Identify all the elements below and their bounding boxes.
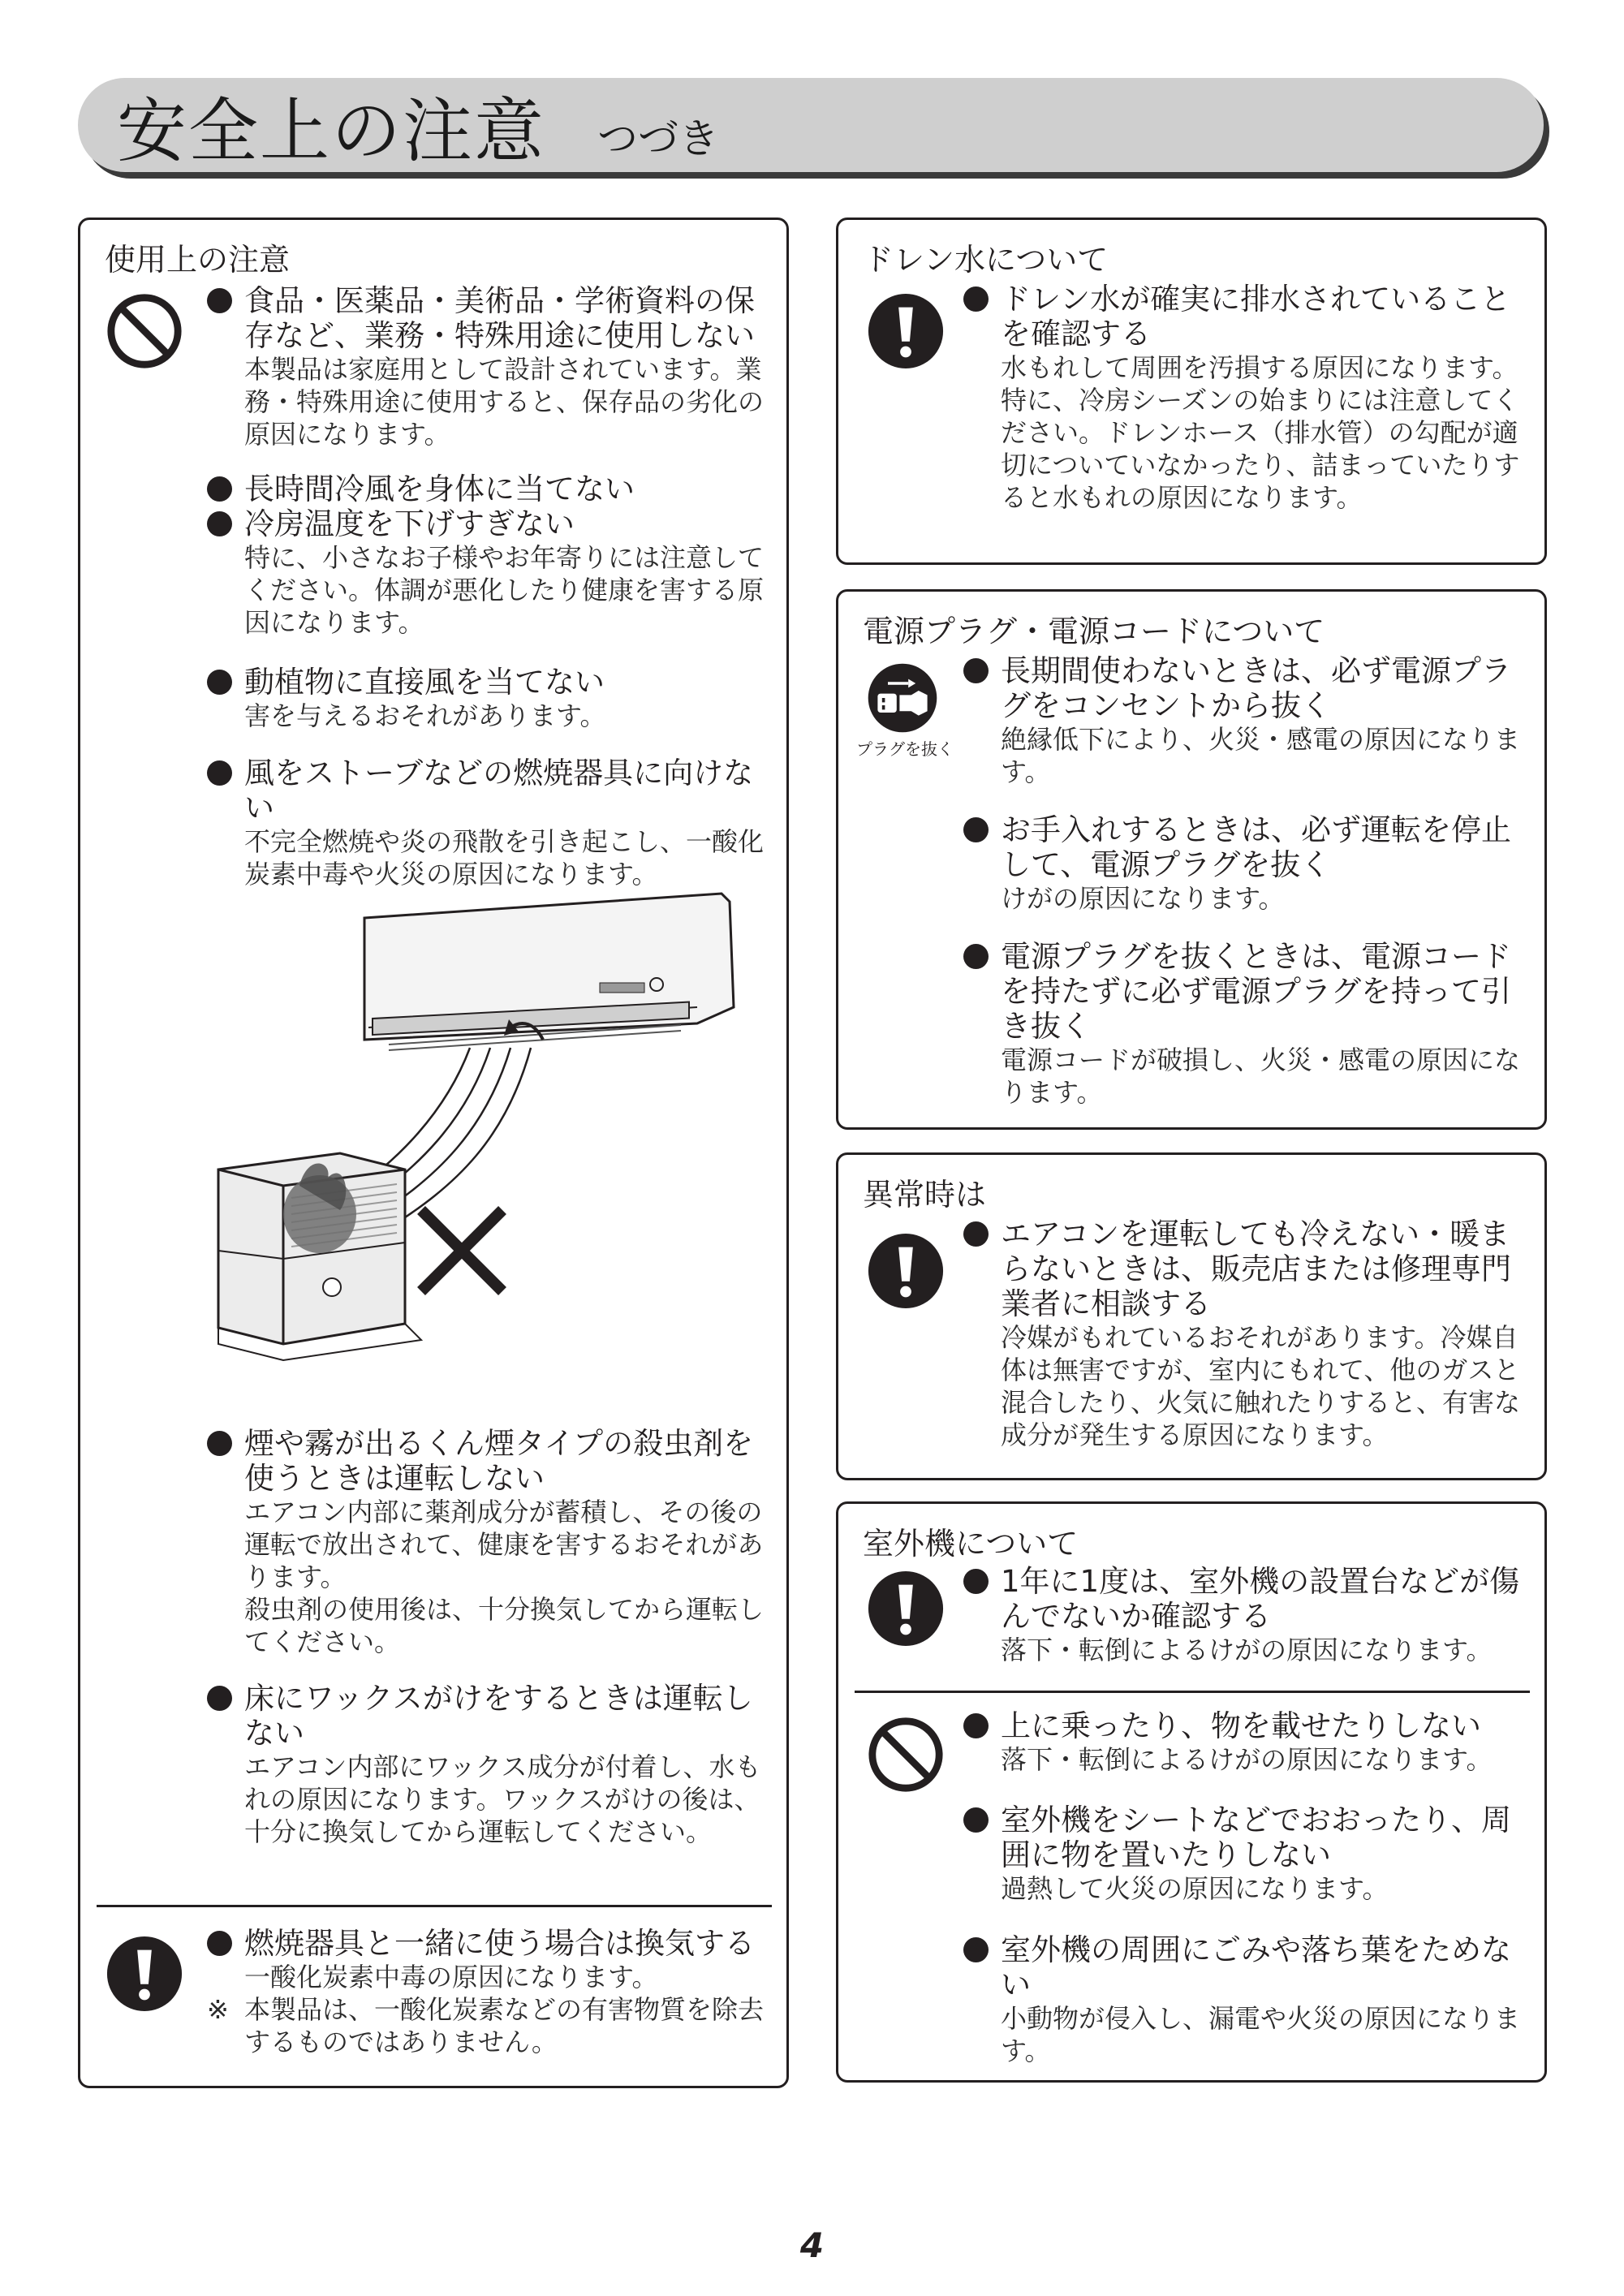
bullet-icon xyxy=(963,1713,989,1738)
bullet-icon xyxy=(963,658,989,683)
power-plug-box xyxy=(836,589,1547,1130)
prohibition-icon xyxy=(866,1715,946,1794)
outdoor-unit-box xyxy=(836,1501,1547,2083)
list-item: ドレン水が確実に排水されていることを確認する 水もれして周囲を汚損する原因になります。 特に、冷房シーズンの始まりには注意してください。ドレンホース（排水管）の勾配が適切についていなかったり、詰まっていたりすると水もれの原因になります。 xyxy=(963,282,1523,514)
list-item: 燃焼器具と一緒に使う場合は換気する 一酸化炭素中毒の原因になります。 ※ 本製品は、一酸化炭素などの有害物質を除去するものではありません。 xyxy=(207,1926,767,2058)
page-subtitle: つづき xyxy=(597,115,719,162)
list-item: 室外機をシートなどでおおったり、周囲に物を置いたりしない 過熱して火災の原因になります。 xyxy=(963,1803,1523,1905)
bullet-icon xyxy=(963,1807,989,1833)
bullet-icon xyxy=(207,760,232,786)
bullet-icon xyxy=(963,944,989,969)
bullet-icon xyxy=(207,1431,232,1456)
box-title: 電源プラグ・電源コードについて xyxy=(863,614,1325,649)
section-divider xyxy=(855,1691,1530,1693)
bullet-icon xyxy=(207,670,232,695)
bullet-icon xyxy=(207,511,232,536)
prohibition-icon xyxy=(105,291,184,371)
list-item: 床にワックスがけをするときは運転しない エアコン内部にワックス成分が付着し、水もれの原因になります。ワックスがけの後は、十分に換気してから運転してください。 xyxy=(207,1681,767,1848)
unplug-icon xyxy=(866,661,939,734)
mandatory-action-icon xyxy=(866,1231,946,1311)
list-item: エアコンを運転しても冷えない・暖まらないときは、販売店または修理専門業者に相談する 冷媒がもれているおそれがあります。冷媒自体は無害ですが、室内にもれて、他のガスと混合したり、火気に触れたりすると、有害な成分が発生する原因になります。 xyxy=(963,1217,1523,1451)
list-item: 長期間使わないときは、必ず電源プラグをコンセントから抜く 絶縁低下により、火災・感電の原因になります。 xyxy=(963,653,1523,788)
list-item: 煙や霧が出るくん煙タイプの殺虫剤を使うときは運転しない エアコン内部に薬剤成分が蓄積し、その後の運転で放出されて、健康を害するおそれがあります。 殺虫剤の使用後は、十分換気してから運転してください。 xyxy=(207,1426,767,1658)
list-item: 動植物に直接風を当てない 害を与えるおそれがあります。 xyxy=(207,665,767,732)
footnote: ※ 本製品は、一酸化炭素などの有害物質を除去するものではありません。 xyxy=(207,1994,765,2057)
list-item: 室外機の周囲にごみや落ち葉をためない 小動物が侵入し、漏電や火災の原因になります。 xyxy=(963,1932,1523,2067)
list-item: お手入れするときは、必ず運転を停止して、電源プラグを抜く けがの原因になります。 xyxy=(963,812,1523,915)
box-title: 使用上の注意 xyxy=(105,242,291,278)
mandatory-action-icon xyxy=(105,1934,184,2014)
mandatory-action-icon xyxy=(866,1569,946,1648)
list-item: 食品・医薬品・美術品・学術資料の保存など、業務・特殊用途に使用しない 本製品は家庭用として設計されています。業務・特殊用途に使用すると、保存品の劣化の原因になります。 xyxy=(207,283,767,450)
bullet-icon xyxy=(963,1221,989,1247)
list-item: 電源プラグを抜くときは、電源コードを持たずに必ず電源プラグを持って引き抜く 電源コードが破損し、火災・感電の原因になります。 xyxy=(963,939,1523,1109)
usage-caution-box xyxy=(78,218,789,2088)
bullet-icon xyxy=(207,288,232,313)
bullet-icon xyxy=(207,1686,232,1711)
drain-water-box xyxy=(836,218,1547,565)
bullet-icon xyxy=(963,286,989,312)
section-divider xyxy=(97,1905,772,1907)
bullet-icon xyxy=(963,1937,989,1962)
box-title: 異常時は xyxy=(863,1177,987,1213)
bullet-icon xyxy=(963,817,989,842)
list-item: 上に乗ったり、物を載せたりしない 落下・転倒によるけがの原因になります。 xyxy=(963,1708,1523,1776)
box-title: ドレン水について xyxy=(863,242,1109,278)
page-title: 安全上の注意 xyxy=(117,91,545,172)
abnormal-situation-box xyxy=(836,1152,1547,1480)
bullet-icon xyxy=(207,1931,232,1956)
mandatory-action-icon xyxy=(866,291,946,371)
list-item: 長時間冷風を身体に当てない 冷房温度を下げすぎない 特に、小さなお子様やお年寄りには注意してください。体調が悪化したり健康を害する原因になります。 xyxy=(207,472,767,639)
bullet-icon xyxy=(963,1569,989,1594)
box-title: 室外機について xyxy=(863,1526,1079,1562)
bullet-icon xyxy=(207,476,232,502)
section-header xyxy=(78,78,1544,172)
aircon-stove-illustration xyxy=(202,885,770,1389)
page-number: 4 xyxy=(799,2225,825,2265)
list-item: 1年に1度は、室外機の設置台などが傷んでないか確認する 落下・転倒によるけがの原因になります。 xyxy=(963,1564,1523,1666)
list-item: 風をストーブなどの燃焼器具に向けない 不完全燃焼や炎の飛散を引き起こし、一酸化炭素中毒や火災の原因になります。 xyxy=(207,756,767,890)
unplug-icon-label: プラグを抜く xyxy=(856,739,954,759)
